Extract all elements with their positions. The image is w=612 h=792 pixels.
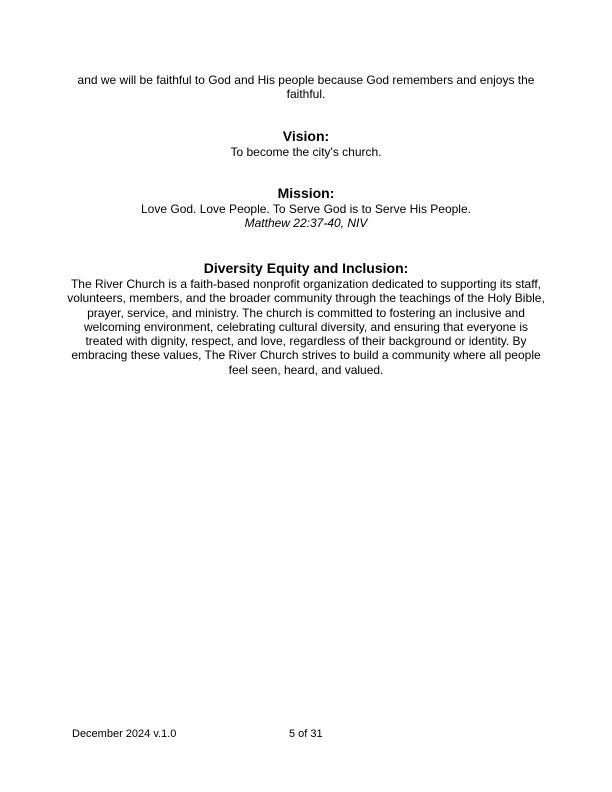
mission-scripture-reference: Matthew 22:37-40, NIV — [244, 216, 368, 230]
vision-section — [72, 128, 540, 159]
vision-heading: Vision: — [282, 128, 330, 144]
mission-section — [72, 185, 540, 230]
mission-heading: Mission: — [277, 185, 335, 201]
mission-text: Love God. Love People. To Serve God is to Serve His People. — [141, 202, 471, 216]
footer-page-number: 5 of 31 — [289, 728, 323, 740]
dei-paragraph: The River Church is a faith-based nonprofit organization dedicated to supporting its staff, volunteers, members, and the broader community through the teachings of the Holy Bible, prayer, service, and ministry. The church is committed to fostering an inclusive and welcoming environment, celebrating cultural diversity, and ensuring that everyone is treated with dignity, respect, and love, regardless of their background or identity. By embracing these values, The River Church strives to build a community where all people feel seen, heard, and valued. — [67, 277, 545, 377]
intro-paragraph: and we will be faithful to God and His people because God remembers and enjoys the faithful. — [77, 73, 535, 101]
dei-heading: Diversity Equity and Inclusion: — [203, 260, 409, 276]
footer-date-version: December 2024 v.1.0 — [72, 728, 177, 740]
vision-text: To become the city's church. — [230, 145, 382, 159]
dei-section — [67, 260, 545, 377]
